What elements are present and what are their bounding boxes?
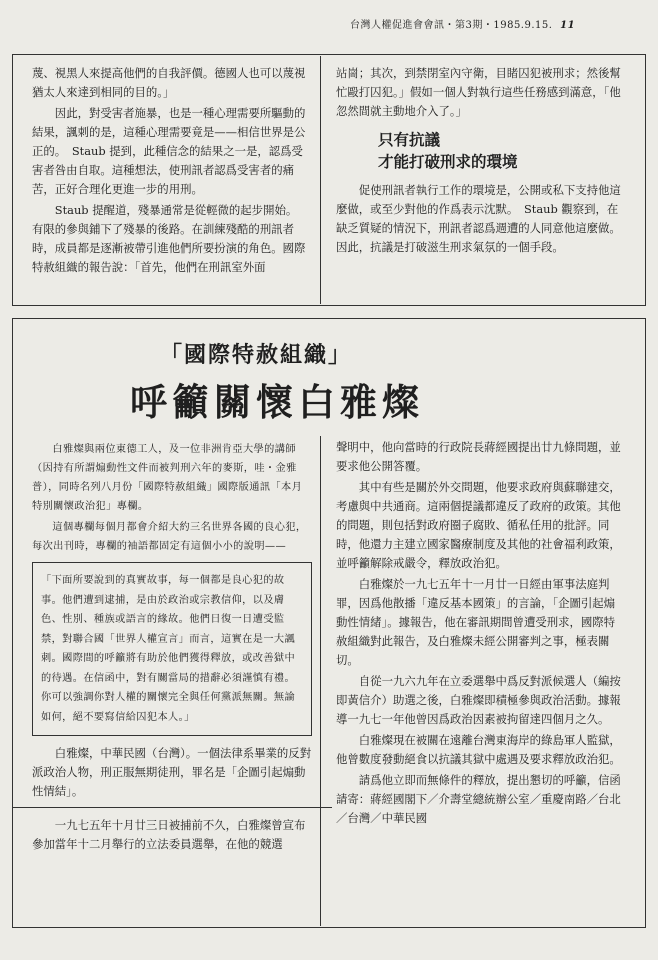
article-right-paragraph: 其中有些是關於外交問題，他要求政府與蘇聯建交，考慮與中共通商。這兩個提議都違反了政府的政策。其他的問題，則包括對政府圈子腐敗、循私任用的批評。同時，他還力主建立國家醫療制度及其他的社會福利政策，並呼籲解除戒嚴令，釋放政治犯。 <box>336 480 621 570</box>
section-subheading <box>336 129 626 173</box>
top-right-paragraph: 站崗；其次，到禁閉室內守衛，目睹囚犯被刑求；然後幫忙毆打囚犯。」假如一個人對執行這些任務感到滿意，「他忽然間就主動地介入了。」 <box>336 66 621 118</box>
quote-text: 「下面所要說到的真實故事，每一個都是良心犯的故事。他們遭到逮捕，是由於政治或宗教信仰，以及膚色、性別、種族或語言的緣故。他們日復一日遭受監禁，對聯合國「世界人權宣言」而言，這實在是一大諷刺。國際間的呼籲將有助於他們獲得釋放，或改善獄中的待遇。在信函中，對有關當局的措辭必須謹慎有禮。你可以強調你對人權的關懷完全與任何黨派無關。無論如何，絕不要寫信給囚犯本人。」 <box>41 575 296 723</box>
top-right-column <box>336 64 626 259</box>
article-right-paragraph: 自從一九六九年在立委選舉中爲反對派候選人（編按即黃信介）助選之後，白雅燦即積極參與政治活動。據報導一九七一年他曾因爲政治因素被拘留達四個月之久。 <box>336 674 621 726</box>
left-column-rule <box>12 807 332 808</box>
article-right-paragraph: 白雅燦於一九七五年十一月廿一日經由軍事法庭判罪，因爲他散播「違反基本國策」的言論，「企圖引起煽動性情緒」。據報告，他在審訊期間曾遭受刑求，國際特赦組織對此報告，及白雅燦未經公開審判之事，極表關切。 <box>336 577 616 667</box>
article-right-paragraph: 白雅燦現在被關在遠離台灣東海岸的綠島軍人監獄，他曾數度發動絕食以抗議其獄中處遇及要求釋放政治犯。 <box>336 733 621 766</box>
page-header <box>350 16 650 31</box>
article-left-column <box>32 440 312 856</box>
top-right-paragraph: 促使刑訊者執行工作的環境是，公開或私下支持他這麼做，或至少對他的作爲表示沈默。 Staub 觀察到，在缺乏質疑的情況下，刑訊者認爲週遭的人同意他這麼做。因此，抗議是打破滋生刑求氣氛的一個手段。 <box>336 183 621 254</box>
intro-paragraph: 白雅燦與兩位東德工人，及一位非洲肯亞大學的講師（因持有所謂煽動性文件而被判刑六年的麥斯，哇・金雅普），同時名列八月份「國際特赦組織」國際版通訊「本月特別關懷政治犯」專欄。 <box>32 444 303 512</box>
header-text: 台灣人權促進會會訊・第3期・1985.9.15. <box>350 20 553 31</box>
top-left-paragraph: 蔑、視黑人來提高他們的自我評價。德國人也可以蔑視猶太人來達到相同的目的。」 <box>32 66 306 99</box>
top-left-paragraph: Staub 提醒道，殘暴通常是從輕微的起步開始。有限的參與鋪下了殘暴的後路。在訓練殘酷的刑訊者時，成員都是逐漸被帶引進他們所要扮演的角色。國際特赦組織的報告說：「首先，他們在刑訊室外面 <box>32 203 306 274</box>
article-column-divider <box>320 436 321 926</box>
article-left-paragraph: 一九七五年十月廿三日被捕前不久，白雅燦曾宣布參加當年十二月舉行的立法委員選舉，在他的競選 <box>32 818 306 852</box>
subheading-line-1: 只有抗議 <box>378 131 441 149</box>
article-left-paragraph: 白雅燦，中華民國（台灣）。一個法律系畢業的反對派政治人物，刑正服無期徒刑，罪名是「企圖引起煽動性情結」。 <box>32 746 312 798</box>
article-org-title: 「國際特赦組織」 <box>160 343 353 368</box>
subheading-line-2: 才能打破刑求的環境 <box>378 153 518 171</box>
top-column-divider <box>320 56 321 304</box>
page-number: 11 <box>560 20 576 31</box>
top-left-paragraph: 因此，對受害者施暴，也是一種心理需要所驅動的結果，諷刺的是，這種心理需要竟是——相信世界是公正的。 Staub 提到，此種信念的結果之一是，認爲受害者咎由自取。這種想法，使刑訊者認爲受害者的痛苦，正好合理化更進一步的用刑。 <box>32 106 306 196</box>
article-right-paragraph: 請爲他立即而無條件的釋放，提出懇切的呼籲，信函請寄：蔣經國閣下／介壽堂總統辦公室／重慶南路／台北／台灣／中華民國 <box>336 773 621 825</box>
article-main-title: 呼籲關懷白雅燦 <box>130 381 424 424</box>
top-left-column <box>32 64 306 279</box>
intro-paragraph: 這個專欄每個月都會介紹大約三名世界各國的良心犯，每次出刊時，專欄的袖語都固定有這個小小的說明—— <box>32 522 307 552</box>
article-right-column <box>336 438 626 830</box>
article-right-paragraph: 聲明中，他向當時的行政院長蔣經國提出廿九條問題，並要求他公開答覆。 <box>336 440 621 473</box>
quote-box <box>32 562 312 736</box>
article-intro <box>32 440 312 556</box>
